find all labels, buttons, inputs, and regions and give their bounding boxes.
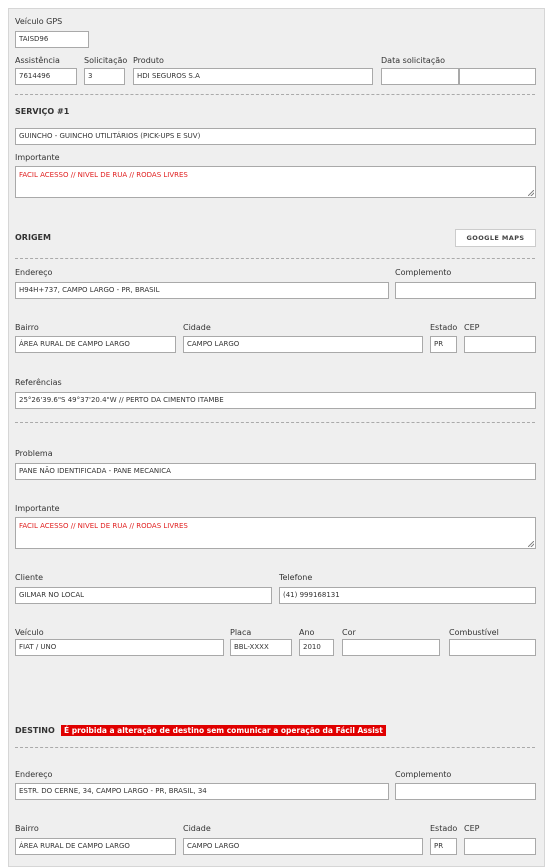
importante-label: Importante [15, 504, 60, 513]
assistencia-label: Assistência [15, 56, 60, 65]
google-maps-button[interactable]: GOOGLE MAPS [455, 229, 536, 247]
resize-grip-icon[interactable] [528, 190, 534, 196]
cliente-label: Cliente [15, 573, 44, 582]
assistencia-input[interactable]: 7614496 [15, 68, 77, 85]
produto-input[interactable]: HDI SEGUROS S.A [133, 68, 373, 85]
origem-cidade-label: Cidade [183, 323, 211, 332]
destino-complemento-label: Complemento [395, 770, 452, 779]
origem-estado-input[interactable]: PR [430, 336, 457, 353]
cor-input[interactable] [342, 639, 440, 656]
servico-heading: SERVIÇO #1 [15, 107, 70, 116]
destino-heading: DESTINO [15, 726, 55, 735]
origem-referencias-input[interactable]: 25°26'39.6"S 49°37'20.4"W // PERTO DA CIMENTO ITAMBE [15, 392, 536, 409]
problema-input[interactable]: PANE NÃO IDENTIFICADA - PANE MECANICA [15, 463, 536, 480]
veiculo-input[interactable]: FIAT / UNO [15, 639, 224, 656]
ano-label: Ano [299, 628, 315, 637]
telefone-input[interactable]: (41) 999168131 [279, 587, 536, 604]
servico-importante-textarea[interactable] [15, 166, 536, 198]
destino-endereco-label: Endereço [15, 770, 53, 779]
cor-label: Cor [342, 628, 356, 637]
cliente-input[interactable]: GILMAR NO LOCAL [15, 587, 272, 604]
origem-cep-label: CEP [464, 323, 480, 332]
data-solicitacao-label: Data solicitação [381, 56, 446, 65]
divider [15, 94, 535, 95]
placa-input[interactable]: BBL-XXXX [230, 639, 292, 656]
origem-cidade-input[interactable]: CAMPO LARGO [183, 336, 423, 353]
solicitacao-input[interactable]: 3 [84, 68, 125, 85]
telefone-label: Telefone [279, 573, 313, 582]
origem-bairro-input[interactable]: ÁREA RURAL DE CAMPO LARGO [15, 336, 176, 353]
origem-endereco-input[interactable]: H94H+737, CAMPO LARGO - PR, BRASIL [15, 282, 389, 299]
origem-estado-label: Estado [430, 323, 458, 332]
destino-bairro-label: Bairro [15, 824, 39, 833]
destino-estado-input[interactable]: PR [430, 838, 457, 855]
servico-importante-text: FACIL ACESSO // NIVEL DE RUA // RODAS LIVRES [19, 171, 188, 179]
solicitacao-label: Solicitação [84, 56, 128, 65]
destino-bairro-input[interactable]: ÁREA RURAL DE CAMPO LARGO [15, 838, 176, 855]
placa-label: Placa [230, 628, 252, 637]
veiculo-label: Veículo [15, 628, 44, 637]
problema-label: Problema [15, 449, 53, 458]
destino-complemento-input[interactable] [395, 783, 536, 800]
veiculo-gps-input[interactable]: TAISD96 [15, 31, 89, 48]
produto-label: Produto [133, 56, 164, 65]
origem-cep-input[interactable] [464, 336, 536, 353]
divider [15, 747, 535, 748]
data-solicitacao-time-input[interactable] [459, 68, 536, 85]
resize-grip-icon[interactable] [528, 541, 534, 547]
origem-complemento-label: Complemento [395, 268, 452, 277]
importante-text: FACIL ACESSO // NIVEL DE RUA // RODAS LIVRES [19, 522, 188, 530]
destino-cidade-label: Cidade [183, 824, 211, 833]
origem-heading: ORIGEM [15, 233, 51, 242]
destino-cidade-input[interactable]: CAMPO LARGO [183, 838, 423, 855]
divider [15, 422, 535, 423]
data-solicitacao-date-input[interactable] [381, 68, 459, 85]
combustivel-input[interactable] [449, 639, 536, 656]
origem-complemento-input[interactable] [395, 282, 536, 299]
destino-cep-label: CEP [464, 824, 480, 833]
servico-importante-label: Importante [15, 153, 60, 162]
veiculo-gps-label: Veículo GPS [15, 17, 63, 26]
ano-input[interactable]: 2010 [299, 639, 334, 656]
importante-textarea[interactable] [15, 517, 536, 549]
divider [15, 258, 535, 259]
origem-bairro-label: Bairro [15, 323, 39, 332]
destino-cep-input[interactable] [464, 838, 536, 855]
destino-endereco-input[interactable]: ESTR. DO CERNE, 34, CAMPO LARGO - PR, BRASIL, 34 [15, 783, 389, 800]
destino-estado-label: Estado [430, 824, 458, 833]
origem-endereco-label: Endereço [15, 268, 53, 277]
destino-warning-badge: É proibida a alteração de destino sem comunicar a operação da Fácil Assist [61, 725, 386, 736]
combustivel-label: Combustível [449, 628, 499, 637]
servico-tipo-input[interactable]: GUINCHO - GUINCHO UTILITÁRIOS (PICK-UPS E SUV) [15, 128, 536, 145]
origem-referencias-label: Referências [15, 378, 62, 387]
